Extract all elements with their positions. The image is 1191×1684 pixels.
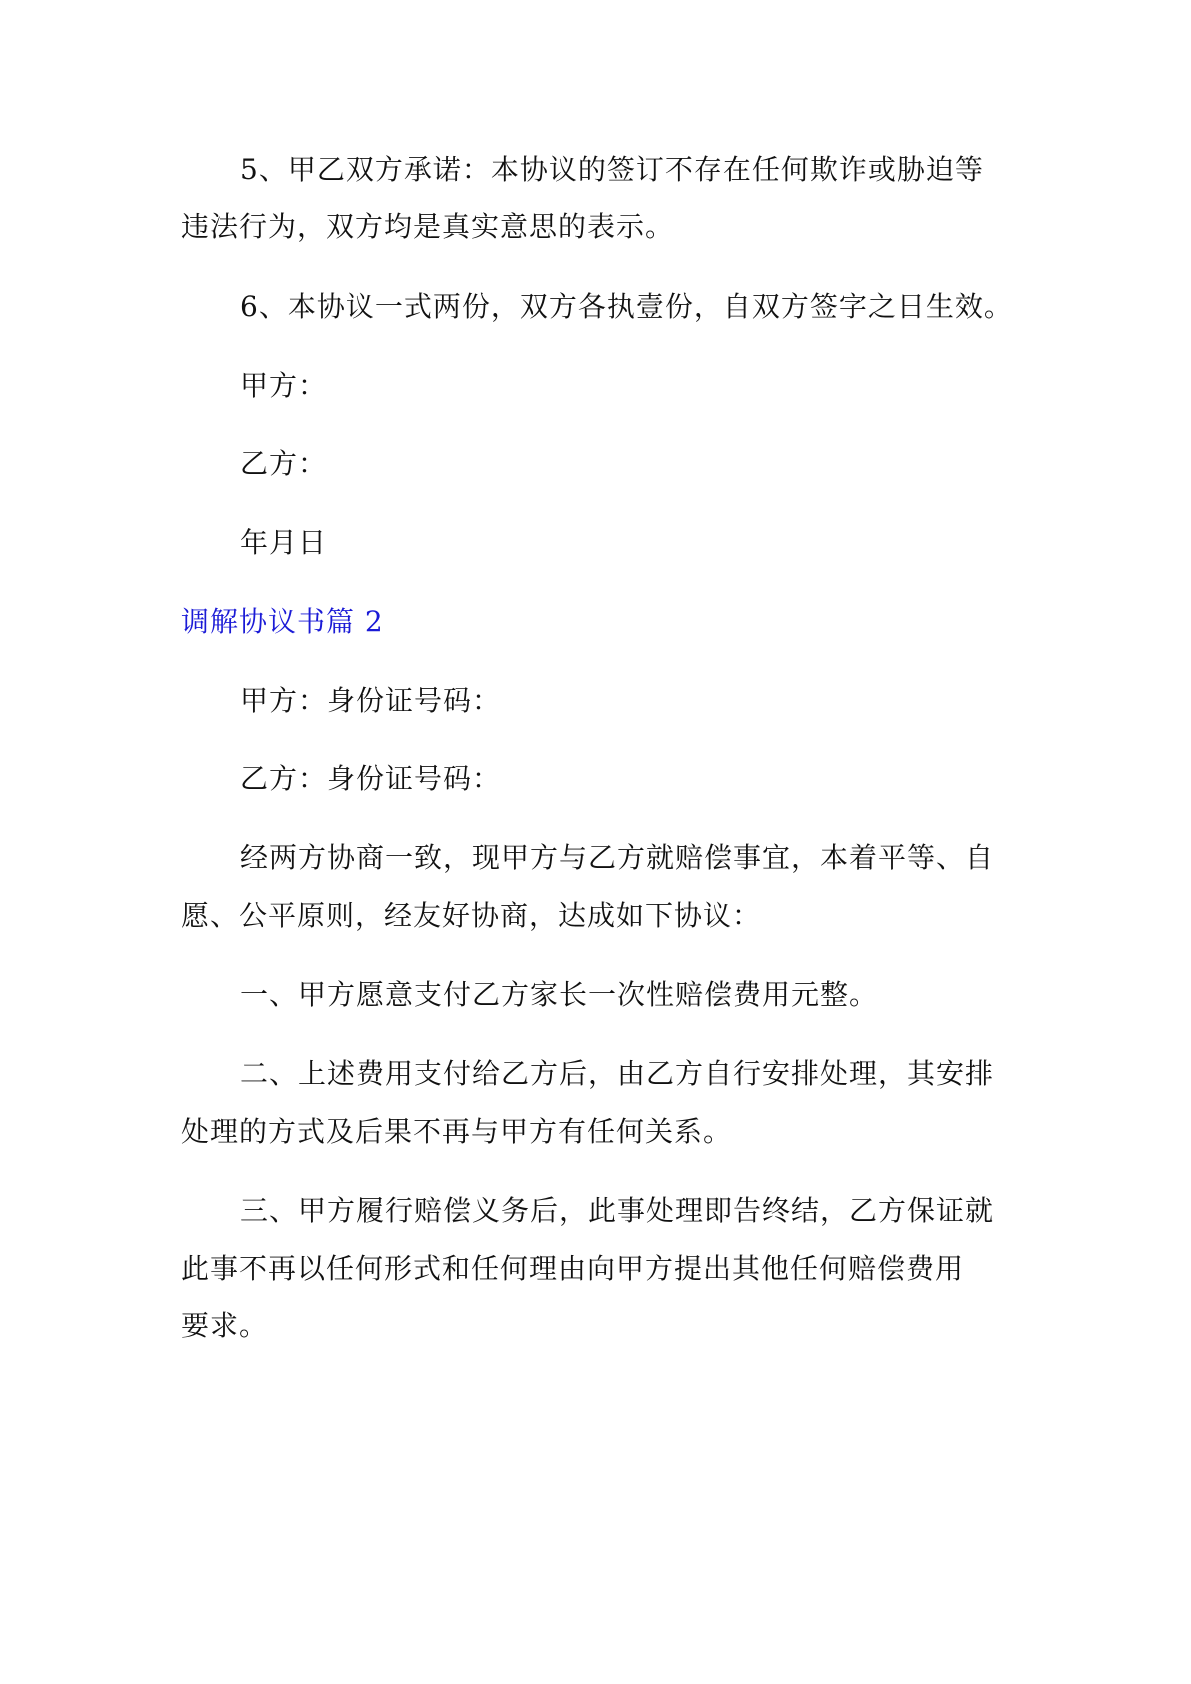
clause-5-line-1: 5、甲乙双方承诺：本协议的签订不存在任何欺诈或胁迫等: [240, 153, 984, 186]
clause-two-line-1: 二、上述费用支付给乙方后，由乙方自行安排处理，其安排: [240, 1057, 995, 1090]
intro-line-1: 经两方协商一致，现甲方与乙方就赔偿事宜，本着平等、自: [240, 841, 995, 874]
clause-two-line-2: 处理的方式及后果不再与甲方有任何关系。: [181, 1115, 733, 1148]
party-b-signature-label: 乙方：: [240, 447, 328, 480]
clause-three-line-3: 要求。: [181, 1309, 269, 1342]
party-a-id-label: 甲方：身份证号码：: [240, 684, 502, 717]
intro-line-2: 愿、公平原则，经友好协商，达成如下协议：: [181, 899, 762, 932]
clause-5-line-2: 违法行为，双方均是真实意思的表示。: [181, 210, 675, 243]
clause-one: 一、甲方愿意支付乙方家长一次性赔偿费用元整。: [240, 978, 879, 1011]
clause-6: 6、本协议一式两份，双方各执壹份，自双方签字之日生效。: [240, 290, 1013, 323]
party-b-id-label: 乙方：身份证号码：: [240, 762, 502, 795]
clause-three-line-1: 三、甲方履行赔偿义务后，此事处理即告终结，乙方保证就: [240, 1194, 995, 1227]
date-label: 年月日: [240, 526, 328, 559]
clause-three-line-2: 此事不再以任何形式和任何理由向甲方提出其他任何赔偿费用: [181, 1252, 965, 1285]
party-a-signature-label: 甲方：: [240, 369, 328, 402]
section-heading: 调解协议书篇 2: [181, 605, 384, 638]
